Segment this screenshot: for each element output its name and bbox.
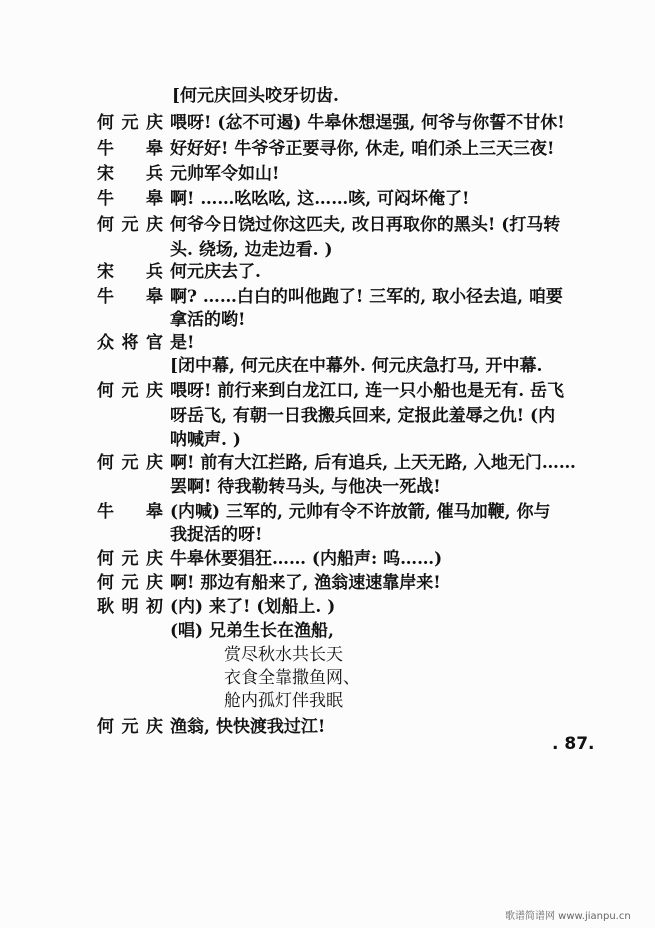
- line-text: 何元庆去了.: [170, 262, 261, 282]
- speaker-name: 何元庆: [97, 113, 163, 133]
- verse-text: 舱内孤灯伴我眠: [224, 691, 343, 711]
- line-text: 罢啊! 待我勒转马头, 与他决一死战!: [170, 477, 441, 497]
- line-text: 喂呀! 前行来到白龙江口, 连一只小船也是无有. 岳飞: [170, 381, 565, 401]
- line-text: 啊? ……白白的叫他跑了! 三军的, 取小径去追, 咱要: [170, 287, 563, 307]
- line-text: 是!: [170, 333, 195, 353]
- speaker-name: 牛 皋: [97, 139, 163, 159]
- speaker-name: 牛 皋: [97, 189, 163, 209]
- line-text: 呀岳飞, 有朝一日我搬兵回来, 定报此羞辱之仇! (内: [170, 406, 556, 426]
- line-text: 牛皋休要猖狂…… (内船声: 呜……): [170, 549, 443, 569]
- line-text: (内喊) 三军的, 元帅有令不许放箭, 催马加鞭, 你与: [170, 502, 551, 522]
- line-text: 拿活的哟!: [170, 310, 246, 330]
- speaker-name: 何元庆: [97, 381, 163, 401]
- line-text: (唱) 兄弟生长在渔船,: [170, 621, 334, 641]
- line-text: [何元庆回头咬牙切齿.: [172, 86, 339, 106]
- speaker-name: 何元庆: [97, 549, 163, 569]
- line-text: [闭中幕, 何元庆在中幕外. 何元庆急打马, 开中幕.: [170, 356, 543, 376]
- line-text: 啊! ……吆吆吆, 这……咳, 可闷坏俺了!: [170, 189, 470, 209]
- line-text: 头. 绕场, 边走边看. ): [170, 240, 333, 260]
- speaker-name: 牛 皋: [97, 502, 163, 522]
- line-text: 我捉活的呀!: [170, 525, 263, 545]
- page-number: . 87.: [552, 734, 595, 754]
- speaker-name: 何元庆: [97, 215, 163, 235]
- line-text: 喂呀! (忿不可遏) 牛皋休想逞强, 何爷与你誓不甘休!: [170, 113, 565, 133]
- speaker-name: 何元庆: [97, 573, 163, 593]
- line-text: 渔翁, 快快渡我过江!: [170, 717, 326, 737]
- speaker-name: 何元庆: [97, 717, 163, 737]
- line-text: 元帅军令如山!: [170, 164, 280, 184]
- speaker-name: 宋 兵: [97, 164, 163, 184]
- line-text: 何爷今日饶过你这匹夫, 改日再取你的黑头! (打马转: [170, 215, 561, 235]
- line-text: 好好好! 牛爷爷正要寻你, 休走, 咱们杀上三天三夜!: [170, 139, 555, 159]
- speaker-name: 牛 皋: [97, 287, 163, 307]
- line-text: 啊! 前有大江拦路, 后有追兵, 上天无路, 入地无门……: [170, 453, 576, 473]
- speaker-name: 宋 兵: [97, 262, 163, 282]
- speaker-name: 众将官: [97, 333, 163, 353]
- line-text: 啊! 那边有船来了, 渔翁速速靠岸来!: [170, 573, 441, 593]
- speaker-name: 何元庆: [97, 453, 163, 473]
- speaker-name: 耿明初: [97, 597, 163, 617]
- watermark: 歌谱简谱网 www.jianpu.cn: [505, 911, 631, 922]
- verse-text: 赏尽秋水共长天: [224, 645, 343, 665]
- verse-text: 衣食全靠撒鱼网、: [224, 668, 360, 688]
- line-text: 呐喊声. ): [170, 430, 241, 450]
- line-text: (内) 来了! (划船上. ): [170, 597, 336, 617]
